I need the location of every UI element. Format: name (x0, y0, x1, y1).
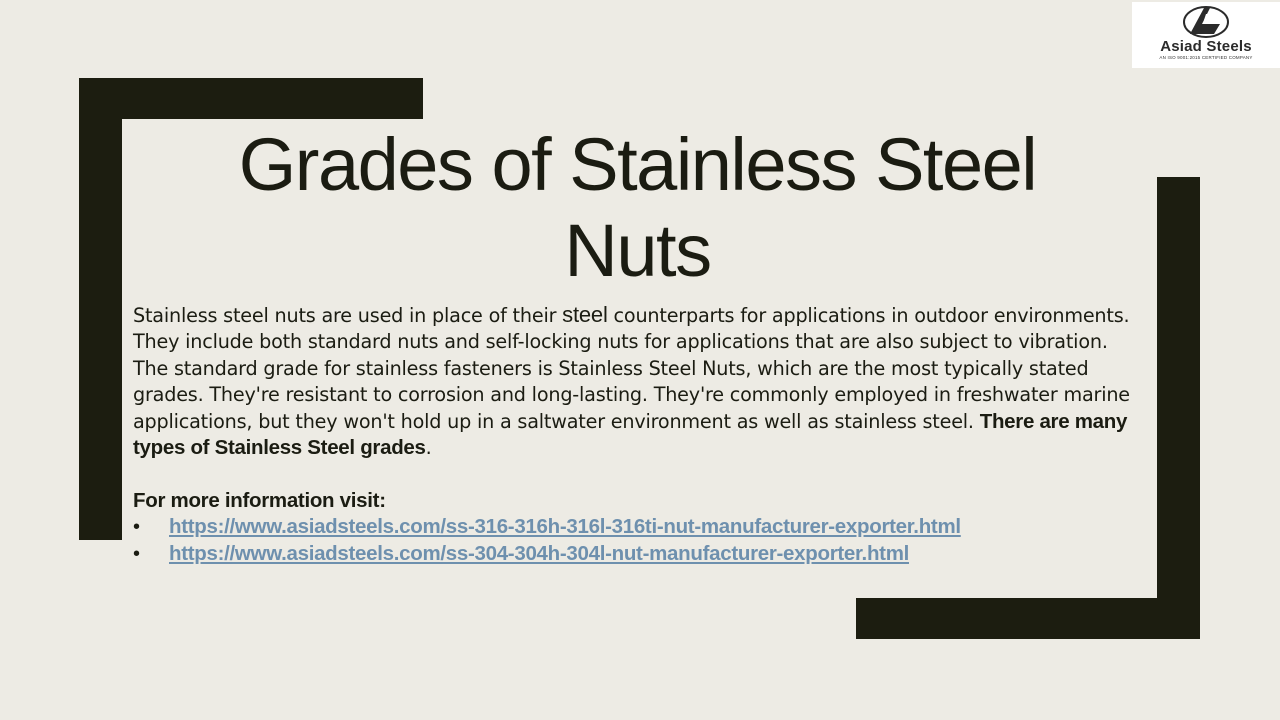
frame-right-bar (1157, 177, 1200, 639)
company-logo (1132, 2, 1280, 68)
body-steel-word: steel (562, 302, 608, 327)
info-label: For more information visit: (133, 488, 386, 512)
body-end: . (425, 436, 432, 460)
logo-mark-icon (1180, 4, 1232, 40)
slide-title: Grades of Stainless Steel Nuts (238, 123, 1037, 292)
body-text-2: counterparts for applications in outdoor environments. They include both standard nuts and self-locking nuts for applications that are also subject to vibration. The standard grade for stainless fasteners is Stainless Steel Nuts, which are the most typically stated grades. They're resistant to corrosion and long-lasting. They're commonly employed in freshwater marine applications, but they won't hold up in a saltwater environment as well as stainless steel. (133, 304, 1130, 433)
bullet-icon: • (133, 542, 140, 565)
frame-left-bar (79, 78, 122, 540)
paragraph-spacer (133, 461, 1133, 487)
body-bold-text: There are many types of Stainless Steel grades (133, 409, 1128, 460)
body-paragraph (133, 302, 1133, 461)
link-ss-316-nut[interactable]: https://www.asiadsteels.com/ss-316-316h-316l-316ti-nut-manufacturer-exporter.html (169, 515, 961, 539)
body-text-1: Stainless steel nuts are used in place of their (133, 304, 563, 327)
frame-top-left-bar (79, 78, 423, 119)
list-item (133, 541, 1133, 567)
link-list (133, 514, 1133, 567)
logo-tagline: AN ISO 9001:2015 CERTIFIED COMPANY (1159, 55, 1253, 60)
link-ss-304-nut[interactable]: https://www.asiadsteels.com/ss-304-304h-304l-nut-manufacturer-exporter.html (169, 541, 910, 565)
logo-company-name: Asiad Steels (1160, 38, 1252, 55)
slide-content (133, 302, 1133, 567)
frame-bottom-right-bar (856, 598, 1200, 639)
list-item (133, 514, 1133, 540)
bullet-icon: • (133, 516, 140, 539)
